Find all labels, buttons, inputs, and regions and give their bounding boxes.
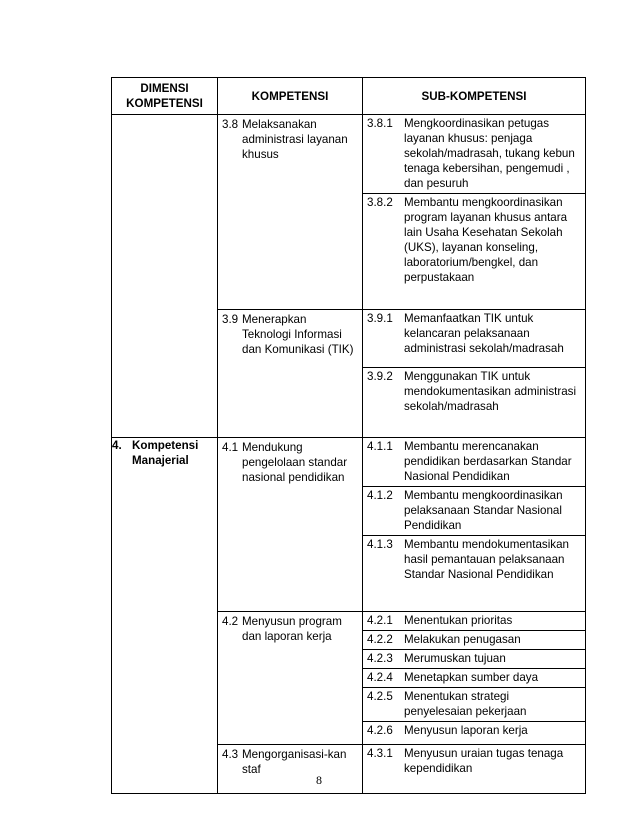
- sub-number: 4.2.1: [367, 614, 393, 627]
- sub-number: 3.8.1: [367, 117, 393, 130]
- sub-competency-cell: [363, 722, 586, 745]
- sub-label: Menyusun uraian tugas tenaga kependidikan: [404, 747, 564, 775]
- sub-competency-cell: [363, 536, 586, 612]
- competency-number: 4.2: [222, 615, 239, 628]
- sub-number: 3.8.2: [367, 196, 393, 209]
- sub-label: Membantu mendokumentasikan hasil pemantauan pelaksanaan Standar Nasional Pendidikan: [404, 538, 569, 581]
- sub-competency-cell: [363, 115, 586, 194]
- sub-label: Memanfaatkan TIK untuk kelancaran pelaksanaan administrasi sekolah/madrasah: [404, 312, 564, 355]
- sub-number: 4.3.1: [367, 747, 393, 760]
- header-dimensi: DIMENSI KOMPETENSI: [112, 78, 218, 115]
- competency-label: Menerapkan Teknologi Informasi dan Komunikasi (TIK): [242, 313, 354, 356]
- competency-table: [111, 77, 586, 794]
- sub-competency-cell: [363, 612, 586, 631]
- competency-number: 3.9: [222, 313, 239, 326]
- sub-label: Menentukan strategi penyelesaian pekerjaan: [404, 690, 527, 718]
- sub-number: 3.9.1: [367, 312, 393, 325]
- competency-number: 4.3: [222, 748, 239, 761]
- sub-number: 4.1.2: [367, 489, 393, 502]
- sub-number: 4.2.4: [367, 671, 393, 684]
- sub-competency-cell: [363, 487, 586, 536]
- dimension-label: Kompetensi Manajerial: [132, 439, 199, 467]
- competency-label: Melaksanakan administrasi layanan khusus: [242, 118, 348, 161]
- sub-number: 4.2.2: [367, 633, 393, 646]
- competency-cell: [218, 438, 363, 612]
- sub-number: 4.1.3: [367, 538, 393, 551]
- competency-cell: [218, 612, 363, 745]
- sub-label: Membantu mengkoordinasikan program layanan khusus antara lain Usaha Kesehatan Sekolah (UKS), layanan konseling, laboratorium/bengkel, dan perpustakaan: [404, 196, 568, 284]
- sub-competency-cell: [363, 194, 586, 310]
- competency-number: 4.1: [222, 441, 239, 454]
- sub-competency-cell: [363, 631, 586, 650]
- sub-label: Membantu merencanakan pendidikan berdasarkan Standar Nasional Pendidikan: [404, 440, 572, 483]
- sub-number: 4.2.5: [367, 690, 393, 703]
- sub-label: Menggunakan TIK untuk mendokumentasikan administrasi sekolah/madrasah: [404, 370, 577, 413]
- sub-label: Membantu mengkoordinasikan pelaksanaan Standar Nasional Pendidikan: [404, 489, 563, 532]
- sub-competency-cell: [363, 368, 586, 438]
- sub-competency-cell: [363, 669, 586, 688]
- sub-competency-cell: [363, 688, 586, 722]
- competency-label: Mengorganisasi-kan staf: [242, 748, 347, 776]
- competency-cell: [218, 310, 363, 438]
- page-number: 8: [316, 773, 322, 787]
- header-row: [112, 78, 586, 115]
- sub-number: 4.1.1: [367, 440, 393, 453]
- sub-number: 4.2.6: [367, 724, 393, 737]
- header-sub-kompetensi: SUB-KOMPETENSI: [363, 78, 586, 115]
- sub-competency-cell: [363, 438, 586, 487]
- sub-number: 4.2.3: [367, 652, 393, 665]
- competency-number: 3.8: [222, 118, 239, 131]
- sub-label: Mengkoordinasikan petugas layanan khusus: penjaga sekolah/madrasah, tukang kebun tenaga kebersihan, pengemudi , dan pesuruh: [404, 117, 575, 190]
- competency-cell: [218, 115, 363, 310]
- sub-label: Melakukan penugasan: [404, 633, 521, 646]
- competency-label: Mendukung pengelolaan standar nasional pendidikan: [242, 441, 348, 484]
- sub-competency-cell: [363, 310, 586, 368]
- dimension-number: 4.: [112, 439, 122, 452]
- competency-label: Menyusun program dan laporan kerja: [242, 615, 342, 643]
- sub-number: 3.9.2: [367, 370, 393, 383]
- sub-label: Menetapkan sumber daya: [404, 671, 539, 684]
- sub-label: Menyusun laporan kerja: [404, 724, 528, 737]
- sub-competency-cell: [363, 650, 586, 669]
- sub-label: Menentukan prioritas: [404, 614, 513, 627]
- table-row: [112, 438, 586, 487]
- table-row: [112, 115, 586, 194]
- dimension-cell: [112, 438, 218, 794]
- header-kompetensi: KOMPETENSI: [218, 78, 363, 115]
- sub-label: Merumuskan tujuan: [404, 652, 506, 665]
- dimension-cell-empty: [112, 115, 218, 438]
